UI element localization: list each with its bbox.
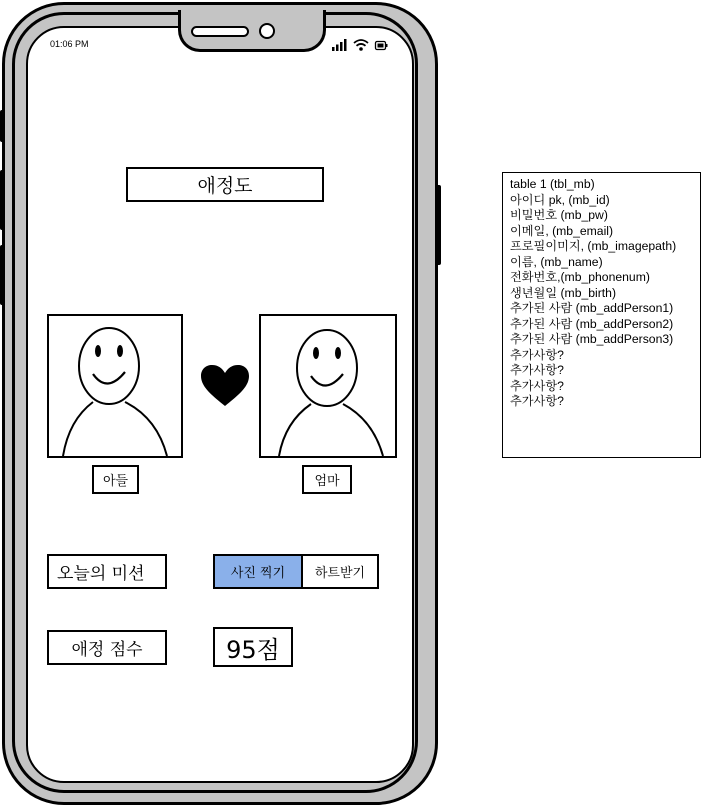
note-line: 생년월일 (mb_birth) xyxy=(510,285,617,300)
note-line: 이름, (mb_name) xyxy=(510,254,603,269)
front-camera xyxy=(259,23,275,39)
person-placeholder-icon xyxy=(261,316,395,456)
mission-tabs xyxy=(213,554,379,589)
note-line: 추가사항? xyxy=(510,378,564,393)
tab-take-photo[interactable]: 사진 찍기 xyxy=(215,556,303,587)
heart-icon xyxy=(200,364,250,408)
affection-score-value: 95점 xyxy=(213,627,293,667)
status-time: 01:06 PM xyxy=(50,39,89,49)
tab-receive-heart[interactable]: 하트받기 xyxy=(303,556,377,587)
person-placeholder-icon xyxy=(49,316,181,456)
note-line: 아이디 pk, (mb_id) xyxy=(510,192,610,207)
page-title: 애정도 xyxy=(126,167,324,202)
today-mission-label: 오늘의 미션 xyxy=(47,554,167,589)
note-line: 비밀번호 (mb_pw) xyxy=(510,208,608,222)
note-line: 추가된 사람 (mb_addPerson1) xyxy=(510,301,674,315)
wifi-icon xyxy=(354,40,368,51)
note-line: table 1 (tbl_mb) xyxy=(510,177,595,191)
note-line: 추가된 사람 (mb_addPerson2) xyxy=(510,316,674,331)
son-photo[interactable] xyxy=(47,314,183,458)
status-icons xyxy=(332,38,388,52)
son-label: 아들 xyxy=(92,465,139,494)
note-line: 추가사항? xyxy=(510,347,564,362)
signal-icon xyxy=(332,39,347,51)
note-line: 전화번호,(mb_phonenum) xyxy=(510,270,650,284)
mom-label: 엄마 xyxy=(302,465,352,494)
affection-score-label: 애정 점수 xyxy=(47,630,167,665)
note-line: 추가사항? xyxy=(510,363,564,377)
note-line: 이메일, (mb_email) xyxy=(510,223,614,238)
note-line: 추가사항? xyxy=(510,394,564,408)
note-line: 프로필이미지, (mb_imagepath) xyxy=(510,239,677,253)
mom-photo[interactable] xyxy=(259,314,397,458)
speaker-grille xyxy=(191,26,249,37)
note-line: 추가된 사람 (mb_addPerson3) xyxy=(510,332,674,346)
db-schema-note xyxy=(502,172,701,458)
battery-icon xyxy=(376,42,388,50)
